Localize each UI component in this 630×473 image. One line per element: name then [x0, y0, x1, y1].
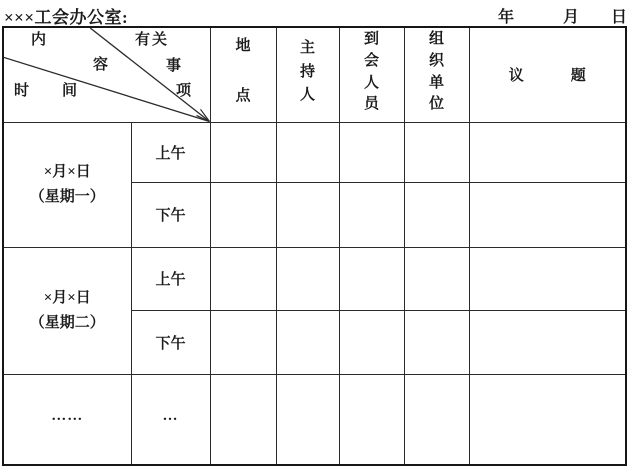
empty-cell	[210, 310, 276, 374]
empty-cell	[210, 122, 276, 182]
empty-cell	[469, 374, 626, 465]
col-header-attendees-char: 到	[363, 31, 379, 48]
corner-content-label: 内	[31, 32, 47, 48]
empty-cell	[469, 182, 626, 247]
header-row	[3, 27, 626, 122]
corner-header-cell	[3, 27, 210, 122]
period-cell-tuesday-pm: 下午	[131, 310, 210, 374]
col-header-organizer-char: 织	[428, 52, 444, 69]
corner-matters-label: 关	[152, 32, 168, 48]
ellipsis-date-cell	[3, 374, 131, 465]
empty-cell	[339, 247, 404, 310]
empty-cell	[404, 122, 469, 182]
col-header-place-char: 点	[235, 88, 251, 105]
weekday-label: （星期一）	[29, 188, 105, 205]
col-header-organizer-char: 位	[428, 96, 444, 113]
empty-cell	[276, 122, 339, 182]
col-header-topic-char: 议	[508, 68, 524, 85]
col-header-host-char: 持	[299, 63, 315, 80]
corner-matters-label: 项	[176, 83, 192, 99]
corner-time-label: 间	[62, 83, 78, 99]
ellipsis-label: ……	[51, 407, 84, 424]
ellipsis-period-cell	[131, 374, 210, 465]
empty-cell	[276, 182, 339, 247]
col-header-organizer-char: 组	[428, 31, 444, 48]
col-header-topic-char: 题	[570, 68, 586, 85]
empty-cell	[339, 310, 404, 374]
col-header-host-char: 主	[299, 40, 315, 57]
col-header-host	[276, 27, 339, 122]
empty-cell	[469, 122, 626, 182]
empty-cell	[210, 182, 276, 247]
date-label: ×月×日	[43, 289, 91, 306]
col-header-place-char: 地	[235, 38, 251, 55]
empty-cell	[210, 247, 276, 310]
date-label: ×月×日	[43, 163, 91, 180]
corner-matters-label: 事	[166, 58, 182, 74]
month-label: 月	[562, 9, 579, 26]
corner-content-label: 容	[93, 57, 109, 73]
empty-cell	[404, 247, 469, 310]
col-header-organizer	[404, 27, 469, 122]
period-cell-monday-pm: 下午	[131, 182, 210, 247]
doc-title: ×××工会办公室:	[4, 8, 129, 27]
col-header-organizer-char: 单	[428, 74, 444, 91]
date-cell-tuesday	[3, 247, 131, 374]
period-cell-tuesday-am: 上午	[131, 247, 210, 310]
col-header-topic	[469, 27, 626, 122]
date-cell-monday	[3, 122, 131, 247]
date-labels	[498, 4, 627, 27]
col-header-attendees-char: 人	[363, 74, 379, 91]
empty-cell	[469, 310, 626, 374]
empty-cell	[404, 182, 469, 247]
empty-cell	[276, 374, 339, 465]
row-ellipsis	[3, 374, 626, 465]
schedule-table	[2, 26, 627, 466]
empty-cell	[339, 374, 404, 465]
empty-cell	[276, 310, 339, 374]
col-header-attendees	[339, 27, 404, 122]
year-label: 年	[497, 9, 514, 26]
row-tuesday-am	[3, 247, 626, 310]
col-header-host-char: 人	[299, 87, 315, 104]
empty-cell	[210, 374, 276, 465]
col-header-attendees-char: 员	[363, 96, 379, 113]
empty-cell	[404, 310, 469, 374]
corner-matters-label: 有	[135, 32, 151, 48]
row-monday-am	[3, 122, 626, 182]
col-header-place	[210, 27, 276, 122]
empty-cell	[404, 374, 469, 465]
empty-cell	[469, 247, 626, 310]
ellipsis-label: …	[162, 407, 179, 424]
period-cell-monday-am: 上午	[131, 122, 210, 182]
corner-time-label: 时	[14, 83, 30, 99]
weekday-label: （星期二）	[29, 314, 105, 331]
col-header-attendees-char: 会	[363, 52, 379, 69]
empty-cell	[339, 122, 404, 182]
day-label: 日	[610, 9, 627, 26]
empty-cell	[339, 182, 404, 247]
empty-cell	[276, 247, 339, 310]
